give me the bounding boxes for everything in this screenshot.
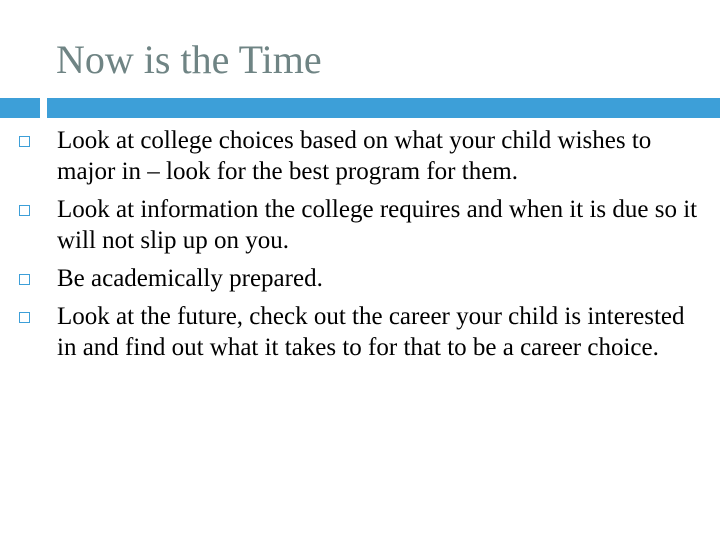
- square-bullet-icon: [19, 312, 30, 323]
- bullet-text: Be academically prepared.: [57, 265, 323, 292]
- bullet-item: [0, 125, 720, 187]
- square-bullet-icon: [19, 274, 30, 285]
- bullet-item: [0, 263, 720, 294]
- accent-bar-left: [0, 98, 40, 118]
- bullet-text: Look at college choices based on what your child wishes to major in – look for the best program for them.: [57, 127, 652, 185]
- bullet-item: [0, 301, 720, 363]
- bullet-list: [0, 125, 720, 370]
- bullet-text: Look at the future, check out the career your child is interested in and find out what it takes to for that to be a career choice.: [57, 303, 685, 361]
- square-bullet-icon: [19, 136, 30, 147]
- bullet-item: [0, 194, 720, 256]
- accent-bar-right: [47, 98, 720, 118]
- square-bullet-icon: [19, 205, 30, 216]
- slide-title: Now is the Time: [56, 37, 322, 82]
- bullet-text: Look at information the college requires and when it is due so it will not slip up on you.: [57, 196, 698, 254]
